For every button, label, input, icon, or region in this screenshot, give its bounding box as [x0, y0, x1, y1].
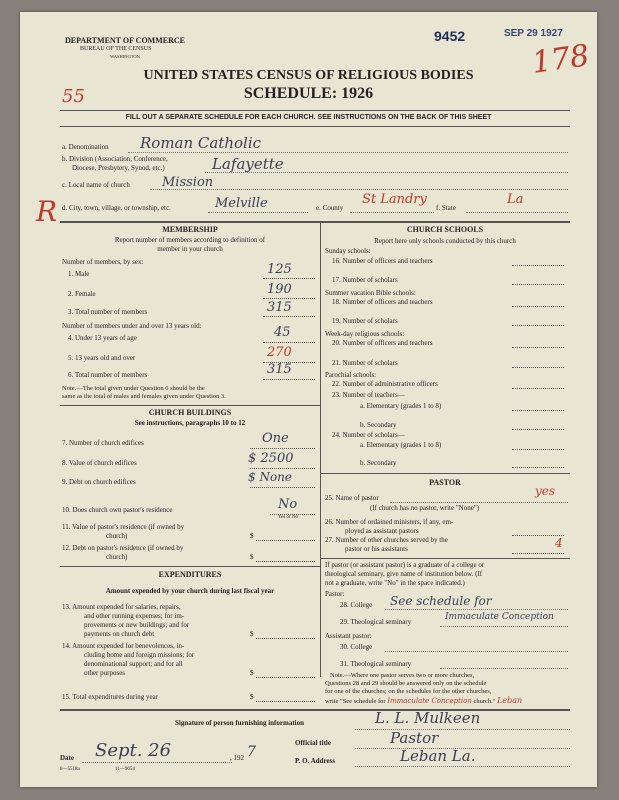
- membership-title: MEMBERSHIP: [162, 225, 218, 234]
- q11-label-2: church): [106, 532, 128, 540]
- q13-line: [256, 638, 315, 639]
- q27-value: 4: [555, 536, 563, 550]
- q20-line: [512, 347, 564, 348]
- po-address-line: [355, 766, 570, 767]
- department-label: DEPARTMENT OF COMMERCE: [65, 36, 186, 45]
- q17-label: 17. Number of scholars: [332, 276, 398, 284]
- county-label: e. County: [316, 204, 344, 212]
- q21-label: 21. Number of scholars: [332, 359, 398, 367]
- q25-value: yes: [535, 484, 556, 498]
- q28-value: See schedule for: [390, 594, 492, 608]
- parochial-heading: Parochial schools:: [325, 371, 377, 379]
- year-value: 7: [247, 744, 256, 760]
- q13-label-4: payments on church debt: [84, 630, 155, 638]
- pastor-note-4-place: Leban: [497, 696, 523, 705]
- q14-value: $: [250, 669, 254, 677]
- q7-line: [250, 448, 315, 449]
- date-line: [82, 762, 232, 763]
- pastor-note-4-handwritten: Immaculate Conception: [387, 697, 472, 705]
- state-label: f. State: [436, 204, 456, 212]
- signature-value: L. L. Mulkeen: [375, 709, 481, 727]
- denomination-line: [128, 152, 568, 153]
- by-sex-heading: Number of members, by sex:: [62, 258, 144, 266]
- pastor-subheading: Pastor:: [325, 590, 345, 598]
- q21-line: [512, 367, 564, 368]
- membership-note: Note.—The total given under Question 6 should be the: [62, 385, 205, 392]
- q5-value: 270: [267, 345, 292, 360]
- q14-label-2: cluding home and foreign missions; for: [84, 651, 195, 659]
- pastor-note-4-text: write "See schedule for: [325, 698, 386, 705]
- q19-line: [512, 325, 564, 326]
- county-line: [350, 212, 434, 213]
- q1-label: 1. Male: [68, 270, 90, 278]
- q17-line: [512, 284, 564, 285]
- q23b-line: [512, 429, 564, 430]
- weekday-heading: Week-day religious schools:: [325, 330, 405, 338]
- q3-label: 3. Total number of members: [68, 308, 148, 316]
- pastor-note-4-text-2: church.": [473, 698, 496, 705]
- pastor-rule: [320, 473, 570, 474]
- q11-value: $: [250, 532, 254, 540]
- city-label: WASHINGTON: [110, 54, 140, 59]
- q1-value: 125: [267, 262, 292, 277]
- q14-line: [256, 677, 315, 678]
- q30-line: [385, 651, 568, 652]
- q12-value: $: [250, 553, 254, 561]
- q12-line: [256, 561, 315, 562]
- expenditures-intro: Amount expended by your church during last fiscal year: [105, 587, 275, 595]
- q10-value: No: [278, 497, 298, 512]
- division-label: b. Division (Association, Conference,: [62, 155, 168, 163]
- q11-line: [256, 540, 315, 541]
- q5-label: 5. 13 years old and over: [68, 354, 136, 362]
- division-label-2: Diocese, Presbytery, Synod, etc.): [72, 164, 165, 172]
- q11-label: 11. Value of pastor's residence (if owned by: [62, 523, 185, 531]
- q20-label: 20. Number of officers and teachers: [332, 339, 433, 347]
- q8-value: $ 2500: [248, 451, 294, 466]
- po-address-value: Leban La.: [400, 747, 476, 765]
- q6-label: 6. Total number of members: [68, 371, 148, 379]
- q7-label: 7. Number of church edifices: [62, 439, 144, 447]
- q25-label: 25. Name of pastor: [325, 494, 379, 502]
- q24b-line: [512, 467, 564, 468]
- year-prefix: , 192: [230, 754, 244, 762]
- table-top-rule: [60, 221, 570, 223]
- received-stamp: SEP 29 1927: [504, 28, 563, 39]
- q25-hint: (If church has no pastor, write "None"): [370, 504, 480, 512]
- q23a-label: a. Elementary (grades 1 to 8): [360, 402, 442, 410]
- q6-value: 315: [267, 362, 292, 377]
- denomination-value: Roman Catholic: [140, 134, 262, 152]
- q2-label: 2. Female: [68, 290, 96, 298]
- q29-line: [440, 626, 568, 627]
- q26-label-2: ployed as assistant pastors: [345, 527, 419, 535]
- q10-label: 10. Does church own pastor's residence: [62, 506, 173, 514]
- header-rule: [60, 110, 570, 111]
- city-value: Melville: [215, 196, 268, 211]
- buildings-rule: [60, 405, 320, 406]
- q24-label: 24. Number of scholars—: [332, 431, 405, 439]
- q15-line: [256, 701, 315, 702]
- header-rule-2: [60, 126, 570, 127]
- buildings-title: CHURCH BUILDINGS: [148, 408, 232, 417]
- membership-intro-2: member in your church: [157, 245, 223, 253]
- q30-label: 30. College: [340, 643, 373, 651]
- assistant-subheading: Assistant pastor:: [325, 632, 372, 640]
- q4-label: 4. Under 13 years of age: [68, 334, 137, 342]
- q16-line: [512, 265, 564, 266]
- age-heading: Number of members under and over 13 years old:: [62, 322, 202, 330]
- q26-label: 26. Number of ordained ministers, if any, em-: [325, 518, 454, 526]
- local-name-label: c. Local name of church: [62, 181, 130, 189]
- q8-label: 8. Value of church edifices: [62, 459, 137, 467]
- q3-line: [263, 316, 315, 317]
- schools-intro: Report here only schools conducted by this church: [374, 237, 516, 245]
- city-label: d. City, town, village, or township, etc.: [62, 204, 171, 212]
- q9-label: 9. Debt on church edifices: [62, 478, 136, 486]
- q13-value: $: [250, 630, 254, 638]
- q14-label-4: other purposes: [84, 669, 126, 677]
- q29-value: Immaculate Conception: [445, 612, 554, 622]
- q9-value: $ None: [248, 470, 293, 484]
- q6-line: [263, 379, 315, 380]
- column-divider: [320, 222, 321, 677]
- grad-note: If pastor (or assistant pastor) is a graduate of a college or: [325, 561, 485, 569]
- q24a-line: [512, 449, 564, 450]
- state-line: [466, 212, 568, 213]
- q31-label: 31. Theological seminary: [340, 660, 412, 668]
- q25-line: [390, 502, 568, 503]
- q28-label: 28. College: [340, 601, 373, 609]
- q1-line: [263, 278, 315, 279]
- q10-hint: Yes or No: [278, 515, 299, 520]
- sunday-heading: Sunday schools:: [325, 247, 371, 255]
- membership-note-2: same as the total of males and females given under Question 3.: [62, 393, 226, 400]
- q23a-line: [512, 410, 564, 411]
- schools-title: CHURCH SCHOOLS: [406, 225, 484, 234]
- red-mark-left: 55: [62, 86, 85, 107]
- q12-label-2: church): [106, 553, 128, 561]
- q15-value: $: [250, 693, 254, 701]
- q23b-label: b. Secondary: [360, 421, 397, 429]
- po-address-label: P. O. Address: [295, 757, 336, 765]
- official-title-label: Official title: [295, 739, 331, 747]
- q27-line: [512, 553, 564, 554]
- expenditures-title: EXPENDITURES: [158, 570, 222, 579]
- q16-label: 16. Number of officers and teachers: [332, 257, 433, 265]
- membership-intro: Report number of members according to definition of: [114, 236, 266, 244]
- q14-label-3: denominational support; and for all: [84, 660, 183, 668]
- q13-label: 13. Amount expended for salaries, repairs,: [62, 603, 181, 611]
- pastor-note-2: Questions 28 and 29 should be answered only on the schedule: [325, 680, 487, 687]
- expenditures-rule: [60, 566, 320, 567]
- q23-label: 23. Number of teachers—: [332, 391, 405, 399]
- q13-label-2: and other running expenses; for im-: [84, 612, 185, 620]
- pastor-note-3: for one of the churches; on the schedules for the other churches,: [325, 688, 492, 695]
- instruction-line: FILL OUT A SEPARATE SCHEDULE FOR EACH CHURCH. SEE INSTRUCTIONS ON THE BACK OF THIS SHEET: [125, 114, 492, 121]
- q2-line: [263, 298, 315, 299]
- q4-line: [263, 342, 315, 343]
- q31-line: [440, 668, 568, 669]
- census-schedule-sheet: [20, 12, 597, 787]
- q27-label-2: pastor or his assistants: [345, 545, 408, 553]
- q24a-label: a. Elementary (grades 1 to 8): [360, 441, 442, 449]
- red-mark-r: R: [36, 195, 58, 228]
- signature-label: Signature of person furnishing information: [175, 719, 304, 727]
- table-bottom-rule: [60, 709, 570, 711]
- q24b-label: b. Secondary: [360, 459, 397, 467]
- denomination-label: a. Denomination: [62, 143, 109, 151]
- q19-label: 19. Number of scholars: [332, 317, 398, 325]
- signature-line: [355, 729, 570, 730]
- vacation-heading: Summer vacation Bible schools:: [325, 289, 416, 297]
- q7-value: One: [262, 431, 289, 446]
- serial-number: 9452: [434, 28, 466, 44]
- form-title: UNITED STATES CENSUS OF RELIGIOUS BODIES: [143, 68, 474, 83]
- grad-rule: [320, 558, 570, 559]
- grad-note-3: not a graduate, write "No" in the space indicated.): [325, 579, 465, 587]
- q27-label: 27. Number of other churches served by the: [325, 536, 448, 544]
- q3-value: 315: [267, 300, 292, 315]
- pastor-title: PASTOR: [429, 478, 461, 487]
- pastor-note-4: [325, 696, 522, 705]
- q18-line: [512, 306, 564, 307]
- form-subtitle: SCHEDULE: 1926: [243, 85, 374, 102]
- q28-line: [385, 609, 568, 610]
- date-label: Date: [60, 754, 74, 762]
- county-value: St Landry: [362, 192, 427, 207]
- q8-line: [250, 468, 315, 469]
- q13-label-3: provements or new buildings; and for: [84, 621, 190, 629]
- form-number-2: 11—9654: [115, 767, 135, 772]
- bureau-label: BUREAU OF THE CENSUS: [80, 46, 152, 52]
- division-value: Lafayette: [212, 155, 284, 173]
- q18-label: 18. Number of officers and teachers: [332, 298, 433, 306]
- q22-line: [512, 388, 564, 389]
- local-name-value: Mission: [162, 175, 214, 190]
- official-title-value: Pastor: [390, 729, 439, 747]
- q9-line: [250, 487, 315, 488]
- q2-value: 190: [267, 282, 292, 297]
- city-line: [208, 212, 308, 213]
- q22-label: 22. Number of administrative officers: [332, 380, 438, 388]
- q29-label: 29. Theological seminary: [340, 618, 412, 626]
- q15-label: 15. Total expenditures during year: [62, 693, 158, 701]
- q14-label: 14. Amount expended for benevolences, in-: [62, 642, 185, 650]
- red-mark-right: 178: [529, 38, 592, 81]
- form-number: 8—5518a: [60, 767, 80, 772]
- q12-label: 12. Debt on pastor's residence (if owned by: [62, 544, 184, 552]
- q4-value: 45: [274, 325, 291, 340]
- pastor-note: Note.—Where one pastor serves two or more churches,: [330, 672, 475, 679]
- state-value: La: [507, 192, 524, 207]
- grad-note-2: theological seminary, give name of institution below. (If: [325, 570, 483, 578]
- buildings-intro: See instructions, paragraphs 10 to 12: [134, 419, 246, 427]
- date-value: Sept. 26: [95, 740, 172, 761]
